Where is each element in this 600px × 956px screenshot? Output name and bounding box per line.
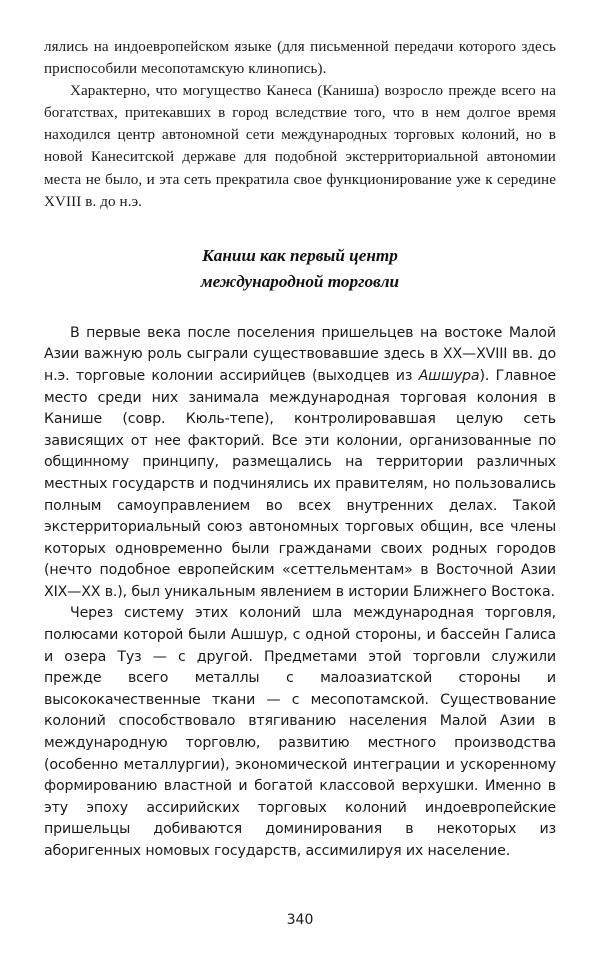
section-heading-line-1: Каниш как первый центр — [202, 245, 398, 265]
body-text-block — [44, 323, 556, 863]
section-heading — [44, 243, 556, 295]
text-run-ashshura-italic: Ашшура — [418, 367, 480, 384]
top-text-block — [44, 36, 556, 213]
paragraph-trade-system — [44, 603, 556, 862]
text-run-1: В первые века после поселения пришельцев на востоке Малой Азии важную роль сыграли существовавшие здесь в XX—XVIII вв. до н.э. торговые колонии ассирийцев (выходцев из — [44, 324, 556, 384]
paragraph-colonies — [44, 323, 556, 604]
text-run-2: ). Главное место среди них занимала международная торговая колония в Канише (совр. Кюль-тепе), контролировавшая целую сеть зависящих от нее факторий. Все эти колонии, организованные по общинному принципу, размещались на территории различных местных государств и подчинялись их правителям, но пользовались полным самоуправлением во всех внутренних делах. Такой экстерриториальный союз автономных торговых общин, все члены которых одновременно были гражданами своих родных городов (нечто подобное европейским «сеттельментам» в Восточной Азии XIX—XX в.), был уникальным явлением в истории Ближнего Востока. — [44, 367, 556, 600]
text-run-3: Через систему этих колоний шла международная торговля, полюсами которой были Ашшур, с одной стороны, и бассейн Галиса и озера Туз — с другой. Предметами этой торговли служили прежде всего металлы с малоазиатской стороны и высококачественные ткани — с месопотамской. Существование колоний способствовало втягиванию населения Малой Азии в международную торговлю, развитию местного производства (особенно металлургии), экономической интеграции и ускоренному формированию властной и богатой классовой верхушки. Именно в эту эпоху ассирийских торговых колоний индоевропейские пришельцы добиваются доминирования в некоторых из аборигенных номовых государств, ассимилируя их население. — [44, 605, 556, 859]
page-number: 340 — [286, 912, 314, 928]
section-heading-line-2: международной торговли — [200, 271, 400, 291]
paragraph-continued: лялись на индоевропейском языке (для письменной передачи которого здесь приспособили месопотамскую клинопись). — [44, 39, 556, 78]
paragraph-kanesh-power: Характерно, что могущество Канеса (Каниша) возросло прежде всего на богатствах, притекавших в город вследствие того, что в нем долгое время находился центр автономной сети международных торговых колоний, но в новой Канеситской державе для подобной экстерриториальной автономии места не было, и эта сеть прекратила свое функционирование уже к середине XVIII в. до н.э. — [44, 83, 556, 210]
page-content — [44, 36, 556, 863]
